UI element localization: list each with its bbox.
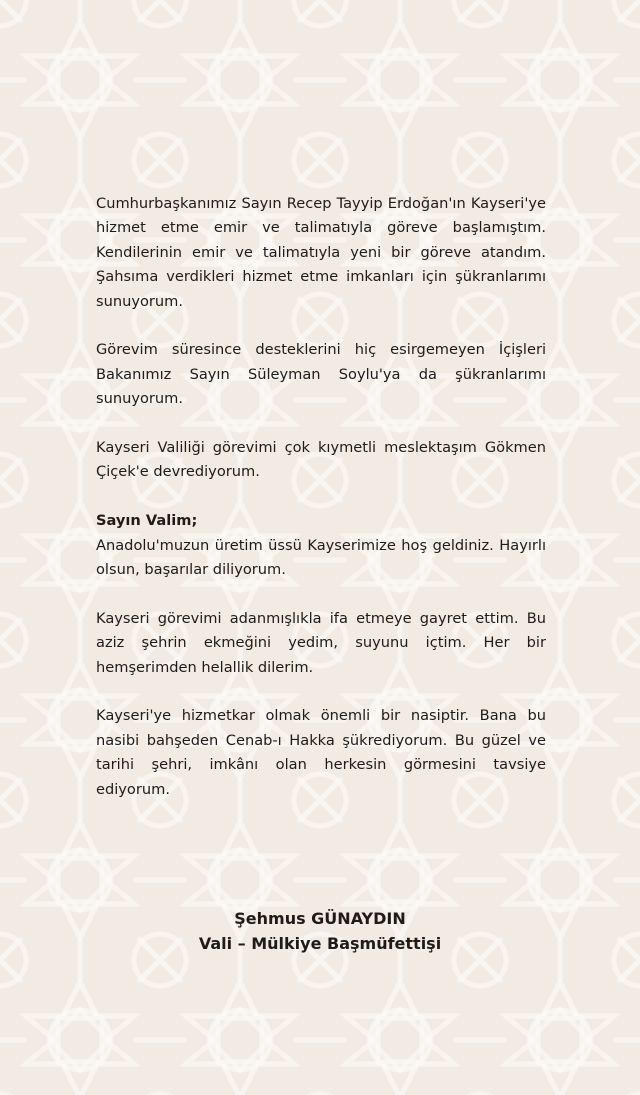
- paragraph-thanks-president: Cumhurbaşkanımız Sayın Recep Tayyip Erdoğan'ın Kayseri'ye hizmet etme emir ve talimatıyla göreve başlamıştım. Kendilerinin emir ve talimatıyla yeni bir göreve atandım. Şahsıma verdikleri hizmet etme imkanları için şükranlarımı sunuyorum.: [96, 195, 546, 310]
- signature-title: Vali – Mülkiye Başmüfettişi: [198, 934, 442, 953]
- letter-body: [96, 192, 546, 802]
- paragraph-gratitude: Kayseri'ye hizmetkar olmak önemli bir nasiptir. Bana bu nasibi bahşeden Cenab-ı Hakka şükrediyorum. Bu güzel ve tarihi şehri, imkânı olan herkesin görmesini tavsiye ediyorum.: [96, 707, 546, 798]
- signature-block: [0, 906, 640, 956]
- paragraph-handover: Kayseri Valiliği görevimi çok kıymetli meslektaşım Gökmen Çiçek'e devrediyorum.: [96, 439, 546, 481]
- paragraph-thanks-minister: Görevim süresince desteklerini hiç esirgemeyen İçişleri Bakanımız Sayın Süleyman Soylu'ya da şükranlarımı sunuyorum.: [96, 341, 546, 408]
- salutation: Sayın Valim;: [96, 512, 198, 530]
- paragraph-farewell: Kayseri görevimi adanmışlıkla ifa etmeye gayret ettim. Bu aziz şehrin ekmeğini yedim, suyunu içtim. Her bir hemşerimden helallik dilerim.: [96, 609, 546, 676]
- signature-name: Şehmus GÜNAYDIN: [234, 909, 406, 928]
- paragraph-welcome: Anadolu'muzun üretim üssü Kayserimize hoş geldiniz. Hayırlı olsun, başarılar diliyorum.: [96, 536, 546, 579]
